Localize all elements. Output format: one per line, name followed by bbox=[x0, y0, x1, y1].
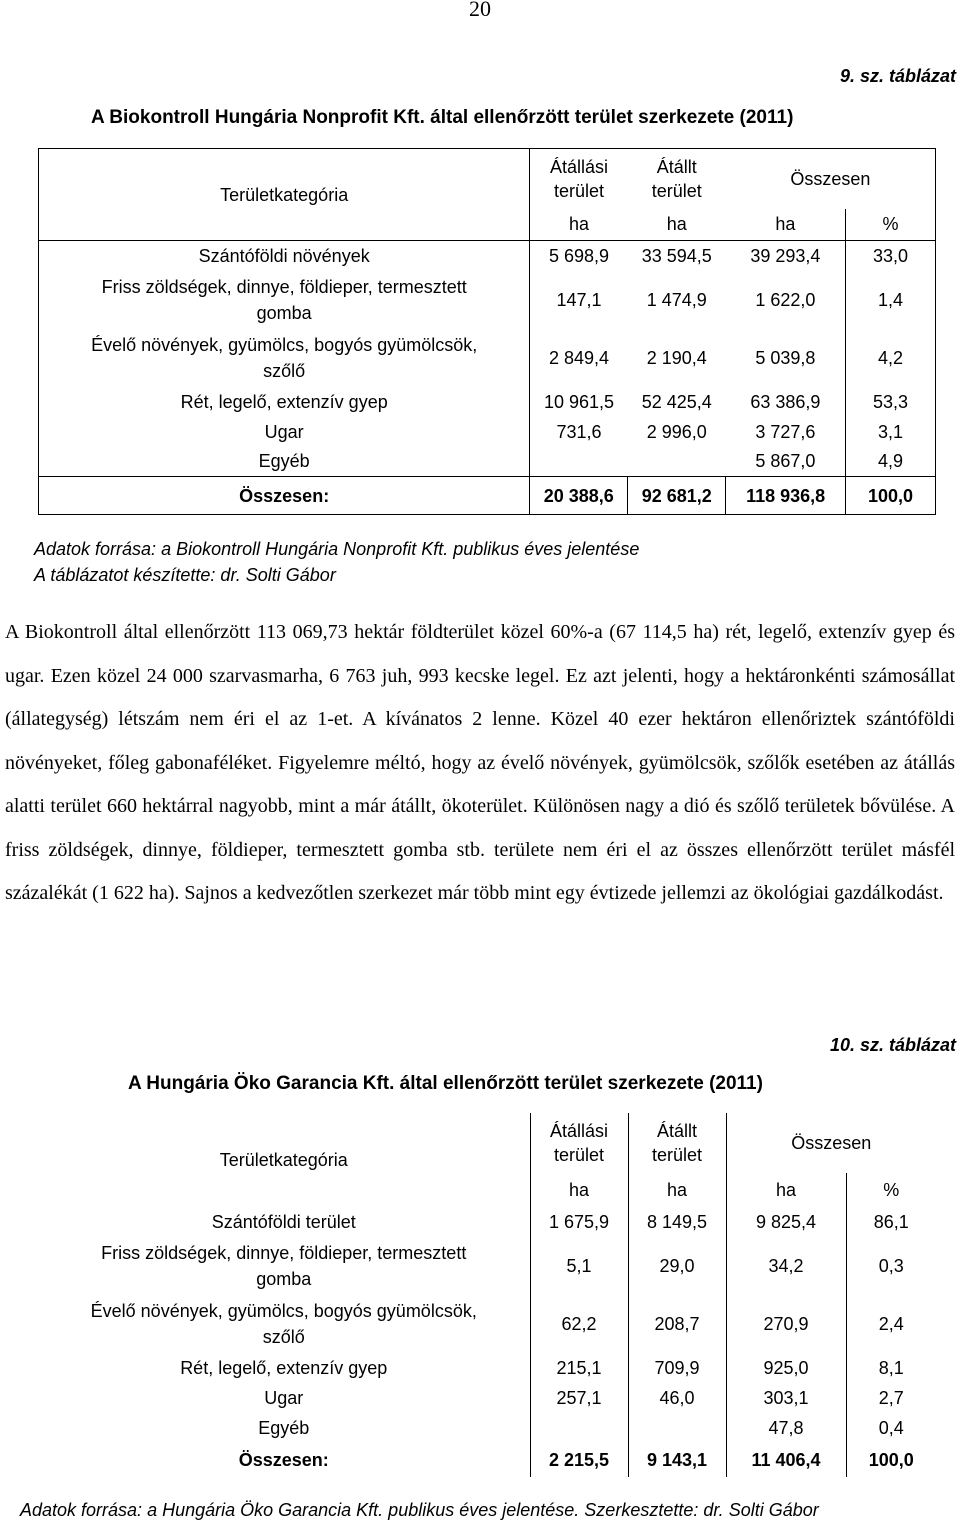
unit-cell: ha bbox=[530, 209, 628, 241]
cell-converted: 9 143,1 bbox=[628, 1443, 726, 1477]
table-row bbox=[39, 271, 936, 329]
body-paragraph: A Biokontroll által ellenőrzött 113 069,73 hektár földterület közel 60%-a (67 114,5 ha) rét, legelő, extenzív gyep és ugar. Ezen közel 24 000 szarvasmarha, 6 763 juh, 993 kecske legel. Ez azt jelenti, hogy a hektáronkénti számosállat (állategység) létszám nem éri el az 1-et. A kívánatos 2 lenne. Közel 40 ezer hektáron ellenőriztek szántóföldi növényeket, főleg gabonaféléket. Figyelemre méltó, hogy az évelő növények, gyümölcsök, szőlők esetében az átállás alatti terület 660 hektárral nagyobb, mint a már átállt, ökoterület. Különösen nagy a dió és szőlő területek bővülése. A friss zöldségek, dinnye, földieper, termesztett gomba stb. területe nem éri el az összes ellenőrzött terület másfél százalékát (1 622 ha). Sajnos a kedvezőtlen szerkezet már több mint egy évtizede jellemzi az ökológiai gazdálkodást. bbox=[5, 621, 955, 904]
page-number: 20 bbox=[469, 0, 491, 21]
header-col-total: Összesen bbox=[791, 1133, 872, 1153]
row-category: Rét, legelő, extenzív gyep bbox=[38, 1353, 530, 1383]
cell-total: 39 293,4 bbox=[750, 245, 821, 266]
cell-total: 925,0 bbox=[763, 1358, 809, 1378]
cell-conversion: 62,2 bbox=[530, 1295, 628, 1353]
source-note: Adatok forrása: a Biokontroll Hungária Nonprofit Kft. publikus éves jelentése bbox=[34, 539, 640, 559]
table-row bbox=[38, 1237, 936, 1295]
total-row bbox=[38, 1443, 936, 1477]
cell-conversion bbox=[530, 1413, 628, 1443]
row-category: Szántóföldi növények bbox=[39, 241, 530, 271]
cell-total: 270,9 bbox=[763, 1314, 809, 1334]
row-category: Ugar bbox=[38, 1383, 530, 1413]
table-title: A Hungária Öko Garancia Kft. által ellenőrzött terület szerkezete (2011) bbox=[128, 1073, 763, 1094]
cell-converted: 709,9 bbox=[628, 1353, 726, 1383]
cell-total: 5 867,0 bbox=[755, 451, 816, 472]
table-row bbox=[39, 417, 936, 447]
unit-cell: % bbox=[846, 209, 936, 241]
cell-conversion: 5,1 bbox=[530, 1237, 628, 1295]
header-col-total: Összesen bbox=[726, 149, 936, 209]
cell-percent: 100,0 bbox=[846, 1443, 936, 1477]
unit-cell: % bbox=[846, 1173, 936, 1207]
cell-total: 303,1 bbox=[763, 1388, 809, 1408]
unit-cell: ha bbox=[530, 1173, 628, 1207]
cell-percent: 8,1 bbox=[846, 1353, 936, 1383]
cell-conversion: 215,1 bbox=[530, 1353, 628, 1383]
unit-cell: ha bbox=[628, 1173, 726, 1207]
data-table bbox=[38, 148, 936, 515]
row-category: Egyéb bbox=[38, 1413, 530, 1443]
header-col-converted: Átállt terület bbox=[628, 1113, 726, 1173]
table-title: A Biokontroll Hungária Nonprofit Kft. által ellenőrzött terület szerkezete (2011) bbox=[91, 107, 794, 128]
table-row bbox=[39, 329, 936, 387]
cell-converted: 1 474,9 bbox=[646, 289, 707, 310]
total-label: Összesen: bbox=[38, 1443, 530, 1477]
cell-converted: 52 425,4 bbox=[641, 391, 712, 412]
cell-conversion: 2 849,4 bbox=[549, 347, 610, 368]
cell-percent: 1,4 bbox=[846, 271, 936, 329]
cell-conversion: 5 698,9 bbox=[549, 245, 610, 266]
table-row bbox=[39, 447, 936, 477]
row-category: Friss zöldségek, dinnye, földieper, termesztett gomba bbox=[39, 271, 530, 329]
table-row bbox=[38, 1207, 936, 1237]
row-category: Friss zöldségek, dinnye, földieper, termesztett gomba bbox=[38, 1237, 530, 1295]
cell-converted: 46,0 bbox=[628, 1383, 726, 1413]
row-category: Rét, legelő, extenzív gyep bbox=[39, 387, 530, 417]
cell-total: 9 825,4 bbox=[755, 1212, 817, 1232]
cell-total: 3 727,6 bbox=[755, 421, 816, 442]
total-label: Összesen: bbox=[39, 477, 530, 515]
cell-percent: 4,9 bbox=[846, 447, 936, 477]
cell-conversion: 257,1 bbox=[530, 1383, 628, 1413]
header-col-conversion: Átállási terület bbox=[530, 149, 628, 209]
cell-converted: 2 996,0 bbox=[646, 421, 707, 442]
cell-total: 34,2 bbox=[768, 1256, 804, 1276]
table-number: 9. sz. táblázat bbox=[839, 66, 956, 86]
cell-converted: 8 149,5 bbox=[628, 1207, 726, 1237]
table-row bbox=[39, 387, 936, 417]
row-category: Egyéb bbox=[39, 447, 530, 477]
cell-percent: 4,2 bbox=[846, 329, 936, 387]
cell-converted: 92 681,2 bbox=[628, 477, 726, 515]
header-col-conversion: Átállási terület bbox=[530, 1113, 628, 1173]
cell-total: 11 406,4 bbox=[751, 1450, 821, 1470]
table-row bbox=[39, 241, 936, 271]
cell-conversion: 1 675,9 bbox=[530, 1207, 628, 1237]
cell-conversion: 147,1 bbox=[556, 289, 602, 310]
cell-total: 5 039,8 bbox=[755, 347, 816, 368]
cell-conversion: 20 388,6 bbox=[530, 477, 628, 515]
source-note: Adatok forrása: a Hungária Öko Garancia Kft. publikus éves jelentése. Szerkesztette: dr. Solti Gábor bbox=[20, 1500, 819, 1520]
row-category: Évelő növények, gyümölcs, bogyós gyümölcsök, szőlő bbox=[39, 329, 530, 387]
header-col-converted: Átállt terület bbox=[628, 149, 726, 209]
cell-total: 47,8 bbox=[768, 1418, 804, 1438]
cell-percent: 100,0 bbox=[846, 477, 936, 515]
row-category: Ugar bbox=[39, 417, 530, 447]
table-number: 10. sz. táblázat bbox=[829, 1035, 956, 1055]
cell-percent: 2,7 bbox=[846, 1383, 936, 1413]
cell-converted: 208,7 bbox=[628, 1295, 726, 1353]
cell-conversion: 10 961,5 bbox=[544, 391, 615, 412]
cell-converted bbox=[628, 447, 726, 477]
table-row bbox=[38, 1413, 936, 1443]
row-category: Szántóföldi terület bbox=[38, 1207, 530, 1237]
cell-percent: 2,4 bbox=[846, 1295, 936, 1353]
cell-converted: 29,0 bbox=[628, 1237, 726, 1295]
unit-cell: ha bbox=[726, 209, 846, 241]
row-category: Évelő növények, gyümölcs, bogyós gyümölcsök, szőlő bbox=[38, 1295, 530, 1353]
cell-percent: 86,1 bbox=[846, 1207, 936, 1237]
header-category: Területkategória bbox=[38, 1113, 530, 1207]
cell-converted bbox=[628, 1413, 726, 1443]
cell-conversion: 2 215,5 bbox=[530, 1443, 628, 1477]
unit-cell: ha bbox=[775, 1180, 797, 1200]
cell-percent: 33,0 bbox=[846, 241, 936, 271]
cell-conversion bbox=[530, 447, 628, 477]
cell-percent: 3,1 bbox=[846, 417, 936, 447]
cell-conversion: 731,6 bbox=[556, 421, 602, 442]
table-row bbox=[38, 1383, 936, 1413]
cell-total: 1 622,0 bbox=[755, 289, 816, 310]
cell-total: 118 936,8 bbox=[726, 477, 846, 515]
total-row bbox=[39, 477, 936, 515]
table-row bbox=[38, 1353, 936, 1383]
cell-converted: 33 594,5 bbox=[641, 245, 712, 266]
cell-percent: 0,4 bbox=[846, 1413, 936, 1443]
cell-percent: 0,3 bbox=[846, 1237, 936, 1295]
table-row bbox=[38, 1295, 936, 1353]
header-category: Területkategória bbox=[39, 149, 530, 241]
cell-converted: 2 190,4 bbox=[646, 347, 707, 368]
cell-percent: 53,3 bbox=[846, 387, 936, 417]
cell-total: 63 386,9 bbox=[750, 391, 821, 412]
author-note: A táblázatot készítette: dr. Solti Gábor bbox=[34, 565, 336, 585]
unit-cell: ha bbox=[628, 209, 726, 241]
data-table bbox=[38, 1113, 936, 1477]
